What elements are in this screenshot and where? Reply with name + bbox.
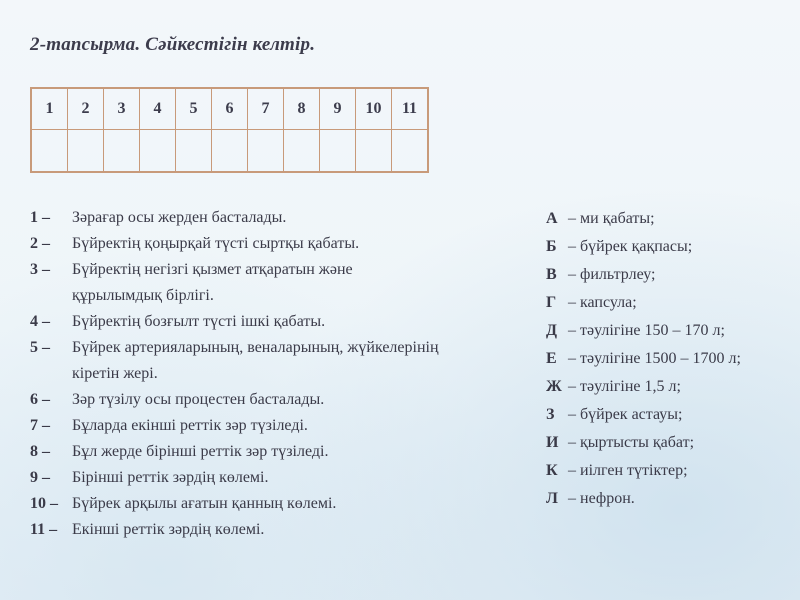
statement-number: 6 –	[30, 391, 50, 408]
statement-text: Зәрағар осы жерден басталады.	[72, 209, 287, 226]
statement-item	[30, 335, 530, 387]
grid-number-cell: 2	[68, 88, 104, 130]
statement-item	[30, 231, 530, 257]
task-title: 2-тапсырма. Сәйкестігін келтір.	[30, 34, 316, 55]
option-text: – қыртысты қабат;	[568, 434, 695, 451]
statement-number: 4 –	[30, 313, 50, 330]
option-text: – иілген түтіктер;	[568, 462, 688, 479]
answer-cell[interactable]	[392, 130, 429, 173]
statement-item	[30, 205, 530, 231]
statement-text: Бүйрек артерияларының, веналарының, жүйкелерінің	[72, 339, 439, 356]
option-text: – капсула;	[568, 294, 637, 311]
option-letter: К	[546, 462, 558, 479]
grid-number-cell: 5	[176, 88, 212, 130]
grid-number-cell: 9	[320, 88, 356, 130]
answer-cell[interactable]	[104, 130, 140, 173]
statement-text: Бүйректің негізгі қызмет атқаратын және	[72, 261, 353, 278]
statement-number: 10 –	[30, 495, 58, 512]
option-text: – тәулігіне 150 – 170 л;	[568, 322, 725, 339]
grid-number-cell: 4	[140, 88, 176, 130]
statement-item	[30, 517, 530, 543]
statement-text: Бұл жерде бірінші реттік зәр түзіледі.	[72, 443, 329, 460]
option-letter: Л	[546, 490, 558, 507]
grid-number-cell: 7	[248, 88, 284, 130]
answer-cell[interactable]	[31, 130, 68, 173]
statement-item	[30, 309, 530, 335]
statement-number: 2 –	[30, 235, 50, 252]
option-item	[546, 345, 796, 373]
option-item	[546, 457, 796, 485]
statement-text-continued: құрылымдық бірлігі.	[72, 287, 214, 304]
option-item	[546, 485, 796, 513]
option-item	[546, 205, 796, 233]
answer-cell[interactable]	[356, 130, 392, 173]
option-item	[546, 261, 796, 289]
grid-number-cell: 10	[356, 88, 392, 130]
option-text: – фильтрлеу;	[568, 266, 656, 283]
statement-number: 8 –	[30, 443, 50, 460]
answer-cell[interactable]	[68, 130, 104, 173]
answer-cell[interactable]	[140, 130, 176, 173]
option-letter: И	[546, 434, 559, 451]
answer-cell[interactable]	[320, 130, 356, 173]
option-letter: В	[546, 266, 557, 283]
option-letter: Е	[546, 350, 557, 367]
option-item	[546, 401, 796, 429]
grid-number-cell: 11	[392, 88, 429, 130]
option-item	[546, 289, 796, 317]
statement-number: 11 –	[30, 521, 58, 538]
statement-list	[30, 205, 530, 543]
statement-number: 3 –	[30, 261, 50, 278]
statement-text-continued: кіретін жері.	[72, 365, 158, 382]
answer-cell[interactable]	[248, 130, 284, 173]
option-text: – тәулігіне 1500 – 1700 л;	[568, 350, 741, 367]
option-letter: А	[546, 210, 558, 227]
statement-number: 9 –	[30, 469, 50, 486]
option-item	[546, 429, 796, 457]
statement-text: Бүйрек арқылы ағатын қанның көлемі.	[72, 495, 337, 512]
statement-number: 1 –	[30, 209, 50, 226]
statement-text: Бұларда екінші реттік зәр түзіледі.	[72, 417, 308, 434]
statement-item	[30, 413, 530, 439]
option-list	[546, 205, 796, 513]
option-text: – нефрон.	[568, 490, 635, 507]
statement-item	[30, 257, 530, 309]
option-letter: Г	[546, 294, 557, 311]
option-text: – тәулігіне 1,5 л;	[568, 378, 681, 395]
grid-number-cell: 8	[284, 88, 320, 130]
statement-text: Бірінші реттік зәрдің көлемі.	[72, 469, 269, 486]
statement-text: Бүйректің қоңырқай түсті сыртқы қабаты.	[72, 235, 360, 252]
statement-text: Бүйректің бозғылт түсті ішкі қабаты.	[72, 313, 326, 330]
option-item	[546, 373, 796, 401]
grid-number-cell: 1	[31, 88, 68, 130]
statement-number: 7 –	[30, 417, 50, 434]
option-letter: Б	[546, 238, 557, 255]
grid-number-cell: 3	[104, 88, 140, 130]
option-letter: Ж	[546, 378, 562, 395]
statement-item	[30, 465, 530, 491]
option-text: – бүйрек қақпасы;	[568, 238, 693, 255]
answer-grid-answer-row	[31, 130, 428, 173]
answer-cell[interactable]	[284, 130, 320, 173]
answer-grid	[30, 87, 429, 173]
statement-item	[30, 491, 530, 517]
statement-item	[30, 387, 530, 413]
option-letter: Д	[546, 322, 558, 339]
grid-number-cell: 6	[212, 88, 248, 130]
option-letter: З	[546, 406, 555, 423]
option-text: – ми қабаты;	[568, 210, 655, 227]
answer-grid-number-row	[31, 88, 428, 130]
option-item	[546, 233, 796, 261]
statement-text: Зәр түзілу осы процестен басталады.	[72, 391, 325, 408]
statement-text: Екінші реттік зәрдің көлемі.	[72, 521, 265, 538]
statement-number: 5 –	[30, 339, 50, 356]
statement-item	[30, 439, 530, 465]
option-text: – бүйрек астауы;	[568, 406, 683, 423]
option-item	[546, 317, 796, 345]
answer-cell[interactable]	[176, 130, 212, 173]
answer-cell[interactable]	[212, 130, 248, 173]
